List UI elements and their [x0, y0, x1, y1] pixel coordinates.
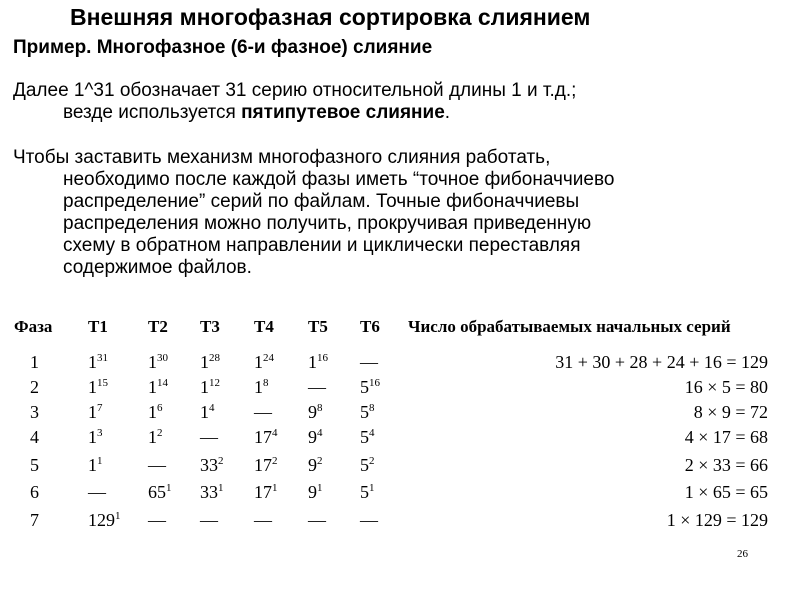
table-header: Фаза [14, 317, 53, 336]
cell-base: 17 [254, 427, 272, 447]
phase-cell: 3 [30, 402, 39, 422]
cell-exponent: 8 [263, 377, 269, 389]
table-header: T4 [254, 317, 274, 336]
table-cell [200, 482, 224, 503]
cell-base: — [148, 455, 166, 475]
table-header: T2 [148, 317, 168, 336]
page-number: 26 [737, 548, 748, 560]
paragraph-line [13, 102, 783, 124]
table-cell [254, 427, 278, 448]
table-cell [360, 427, 375, 448]
paragraph-line: распределения можно получить, прокручивая приведенную [63, 213, 592, 234]
table-cell [254, 482, 278, 503]
cell-exponent: 4 [272, 427, 278, 439]
table-cell [88, 352, 108, 373]
cell-base: 33 [200, 455, 218, 475]
table-cell [308, 427, 323, 448]
table-cell [308, 352, 328, 373]
cell-base: 1 [148, 427, 157, 447]
cell-base: 1 [148, 352, 157, 372]
table-cell [88, 510, 121, 531]
cell-base: 5 [360, 455, 369, 475]
phase-cell: 1 [30, 352, 39, 372]
table-cell [360, 402, 375, 423]
cell-base: 5 [360, 482, 369, 502]
cell-base: — [308, 377, 326, 397]
cell-exponent: 2 [317, 455, 323, 467]
cell-base: 1 [148, 377, 157, 397]
table-cell [148, 402, 163, 423]
cell-base: 1 [88, 377, 97, 397]
cell-exponent: 16 [317, 352, 328, 364]
cell-exponent: 6 [157, 402, 163, 414]
table-cell [148, 510, 166, 531]
cell-exponent: 1 [218, 482, 224, 494]
paragraph-notation [13, 80, 783, 124]
calc-cell: 1 × 65 = 65 [684, 482, 768, 502]
cell-exponent: 1 [97, 455, 103, 467]
cell-exponent: 2 [369, 455, 375, 467]
cell-base: — [88, 482, 106, 502]
table-cell [148, 455, 166, 476]
table-cell [308, 377, 326, 398]
paragraph-fibonacci [13, 147, 783, 279]
table-cell [360, 377, 380, 398]
cell-exponent: 7 [97, 402, 103, 414]
cell-exponent: 1 [317, 482, 323, 494]
cell-base: 1 [88, 427, 97, 447]
cell-base: 129 [88, 510, 115, 530]
phase-cell: 4 [30, 427, 39, 447]
table-cell [360, 482, 375, 503]
cell-base: — [200, 427, 218, 447]
table-cell [200, 377, 220, 398]
cell-base: 17 [254, 482, 272, 502]
cell-base: — [360, 510, 378, 530]
table-cell [148, 377, 168, 398]
table-cell [254, 352, 274, 373]
cell-base: 65 [148, 482, 166, 502]
phase-cell: 7 [30, 510, 39, 530]
paragraph-line: распределение” серий по файлам. Точные фибоначчиевы [63, 191, 580, 212]
table-cell [308, 482, 323, 503]
cell-base: 5 [360, 402, 369, 422]
table-cell [148, 482, 172, 503]
paragraph-line: схему в обратном направлении и циклически переставляя [63, 235, 581, 256]
cell-base: 1 [88, 352, 97, 372]
phase-cell: 2 [30, 377, 39, 397]
table-cell [88, 402, 103, 423]
cell-exponent: 2 [157, 427, 163, 439]
calc-cell: 16 × 5 = 80 [684, 377, 768, 397]
table-cell [308, 510, 326, 531]
table-cell [200, 427, 218, 448]
cell-base: 1 [200, 377, 209, 397]
table-header: T6 [360, 317, 380, 336]
table-cell [88, 455, 103, 476]
table-header: Число обрабатываемых начальных серий [408, 317, 731, 336]
cell-exponent: 12 [209, 377, 220, 389]
cell-base: — [254, 402, 272, 422]
cell-base: 1 [254, 377, 263, 397]
cell-exponent: 1 [369, 482, 375, 494]
calc-cell: 1 × 129 = 129 [666, 510, 768, 530]
cell-base: 9 [308, 455, 317, 475]
cell-base: 9 [308, 402, 317, 422]
cell-exponent: 4 [369, 427, 375, 439]
table-cell [360, 352, 378, 373]
cell-base: 1 [308, 352, 317, 372]
bold-term: пятипутевое слияние [241, 102, 445, 123]
cell-exponent: 3 [97, 427, 103, 439]
cell-exponent: 2 [272, 455, 278, 467]
cell-base: 1 [148, 402, 157, 422]
cell-exponent: 1 [166, 482, 172, 494]
cell-base: — [148, 510, 166, 530]
cell-exponent: 28 [209, 352, 220, 364]
cell-base: 9 [308, 427, 317, 447]
table-cell [308, 402, 323, 423]
table-cell [148, 352, 168, 373]
table-cell [254, 402, 272, 423]
paragraph-line: необходимо после каждой фазы иметь “точное фибоначчиево [63, 169, 615, 190]
cell-exponent: 30 [157, 352, 168, 364]
cell-exponent: 8 [317, 402, 323, 414]
cell-base: 9 [308, 482, 317, 502]
cell-base: 1 [88, 455, 97, 475]
cell-base: 1 [254, 352, 263, 372]
phase-cell: 5 [30, 455, 39, 475]
cell-exponent: 4 [317, 427, 323, 439]
cell-exponent: 1 [115, 510, 121, 522]
cell-exponent: 31 [97, 352, 108, 364]
table-cell [254, 377, 269, 398]
paragraph-line: Далее 1^31 обозначает 31 серию относительной длины 1 и т.д.; [13, 80, 577, 101]
table-cell [254, 455, 278, 476]
cell-base: 33 [200, 482, 218, 502]
cell-base: 5 [360, 377, 369, 397]
text-span: везде используется [63, 102, 242, 123]
table-cell [360, 510, 378, 531]
cell-base: 5 [360, 427, 369, 447]
cell-base: 1 [200, 402, 209, 422]
table-cell [200, 455, 224, 476]
table-header: T3 [200, 317, 220, 336]
calc-cell: 8 × 9 = 72 [693, 402, 768, 422]
cell-base: 1 [200, 352, 209, 372]
cell-exponent: 4 [209, 402, 215, 414]
cell-exponent: 24 [263, 352, 274, 364]
table-cell [88, 427, 103, 448]
cell-exponent: 1 [272, 482, 278, 494]
calc-cell: 2 × 33 = 66 [684, 455, 768, 475]
cell-base: 1 [88, 402, 97, 422]
table-cell [88, 377, 108, 398]
cell-exponent: 8 [369, 402, 375, 414]
calc-cell: 31 + 30 + 28 + 24 + 16 = 129 [555, 352, 768, 372]
table-header: T1 [88, 317, 108, 336]
cell-base: — [360, 352, 378, 372]
cell-base: 17 [254, 455, 272, 475]
table-cell [200, 402, 215, 423]
table-cell [88, 482, 106, 503]
cell-exponent: 15 [97, 377, 108, 389]
table-cell [360, 455, 375, 476]
cell-exponent: 14 [157, 377, 168, 389]
slide-subtitle: Пример. Многофазное (6-и фазное) слияние [13, 37, 433, 58]
table-cell [148, 427, 163, 448]
table-cell [254, 510, 272, 531]
table-header: T5 [308, 317, 328, 336]
table-cell [200, 352, 220, 373]
slide-title: Внешняя многофазная сортировка слиянием [70, 4, 591, 30]
cell-exponent: 16 [369, 377, 380, 389]
cell-exponent: 2 [218, 455, 224, 467]
phase-cell: 6 [30, 482, 39, 502]
table-cell [308, 455, 323, 476]
paragraph-line: Чтобы заставить механизм многофазного слияния работать, [13, 147, 551, 168]
cell-base: — [200, 510, 218, 530]
cell-base: — [308, 510, 326, 530]
cell-base: — [254, 510, 272, 530]
calc-cell: 4 × 17 = 68 [684, 427, 768, 447]
table-cell [200, 510, 218, 531]
text-span: . [444, 102, 451, 123]
paragraph-line: содержимое файлов. [63, 257, 252, 278]
